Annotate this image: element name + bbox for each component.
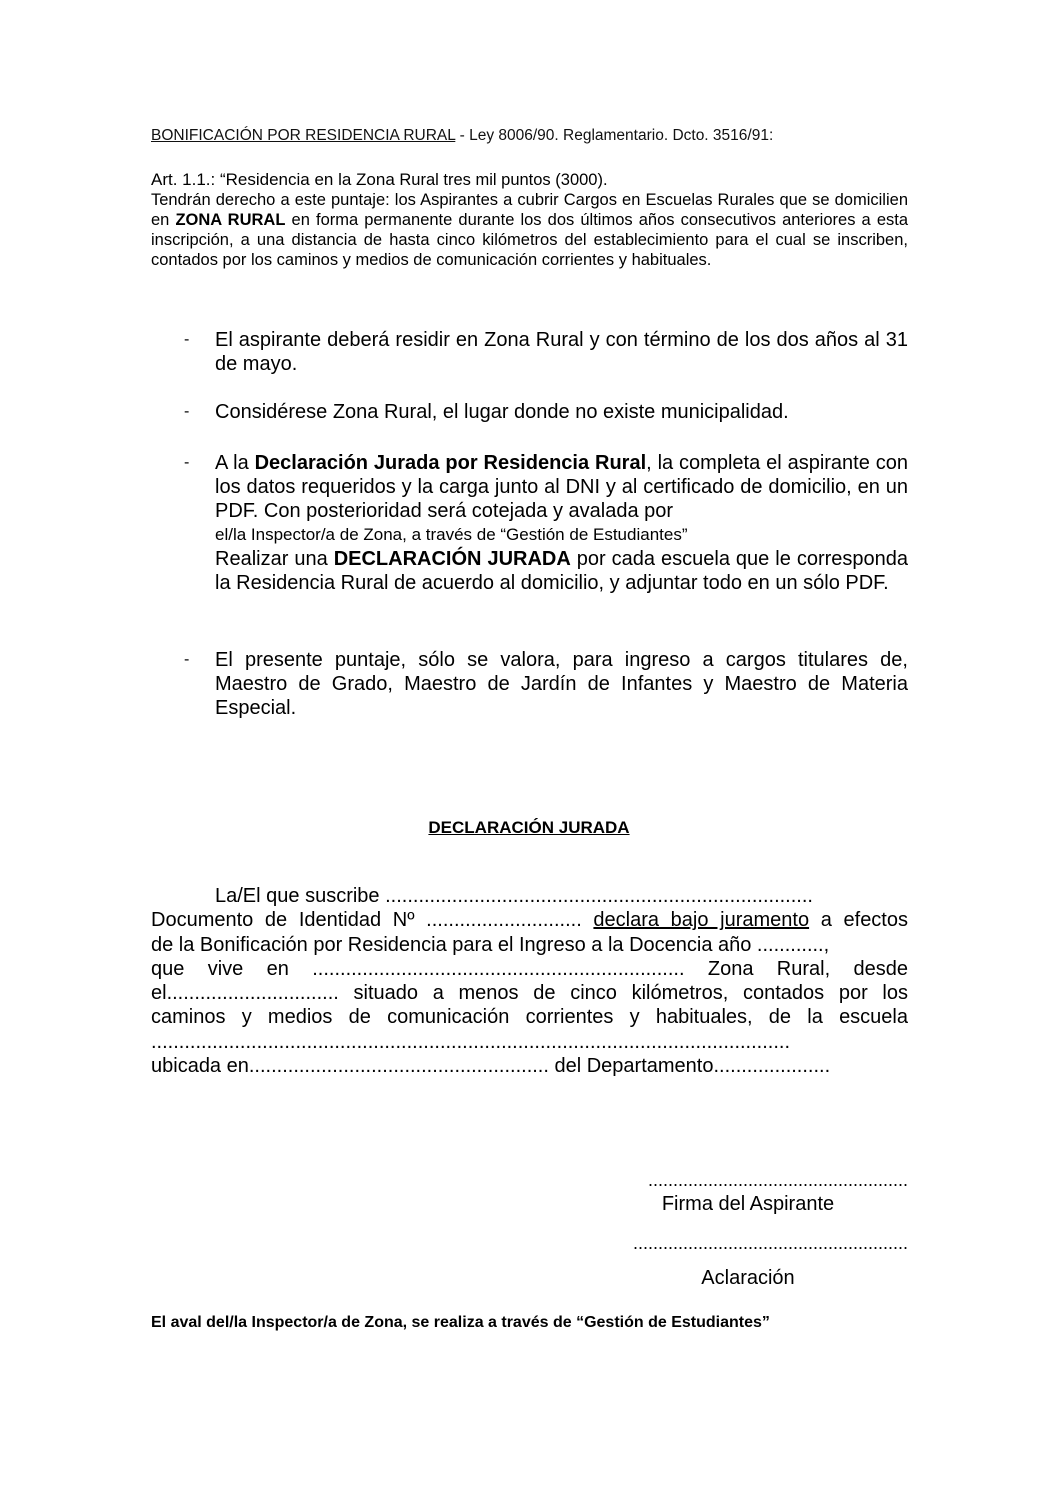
bullet-text-bold: DECLARACIÓN JURADA (333, 548, 571, 570)
declaration-line: caminos y medios de comunicación corrientes y habituales, de la escuela (151, 1006, 908, 1029)
declaration-oath: declara bajo juramento (593, 909, 810, 932)
declaration-line: ubicada en...................................................... del Departamento..................... (151, 1055, 831, 1078)
article-title-part1: Art. 1.1.: “Residencia en la Zona (151, 170, 395, 189)
article-body-part2: en forma permanente durante los dos últimos años consecutivos anteriores a esta inscripción, a una distancia de hasta cinco kilómetros del establecimiento para el cual se inscriben, contados por los caminos y medios de comunicación corrientes y habituales. (151, 211, 909, 269)
clarification-label: Aclaración (701, 1267, 795, 1289)
article-title-part2: Rural tres mil puntos (3000). (394, 171, 608, 189)
bullet-dash: - (184, 651, 190, 668)
declaration-line (151, 908, 908, 932)
bullet-text-part: Realizar una (215, 548, 334, 570)
declaration-title: DECLARACIÓN JURADA (428, 818, 630, 837)
bullet-text-bold: Declaración Jurada por Residencia Rural (254, 452, 647, 474)
bullet-text (215, 451, 908, 595)
footer-note: El aval del/la Inspector/a de Zona, se realiza a través de “Gestión de Estudiantes” (151, 1314, 770, 1331)
bullet-text: Considérese Zona Rural, el lugar donde no existe municipalidad. (215, 401, 789, 423)
bullet-text: El aspirante deberá residir en Zona Rural y con término de los dos años al 31 de mayo. (215, 329, 908, 375)
header-title: BONIFICACIÓN POR RESIDENCIA RURAL (151, 127, 456, 144)
header-law-reference: - Ley 8006/90. Reglamentario. Dcto. 3516/91: (455, 127, 774, 144)
document-header (151, 127, 911, 145)
bullet-dash: - (184, 454, 190, 471)
clarification-line: ....................................................... (632, 1233, 908, 1253)
bullet-text: El presente puntaje, sólo se valora, para ingreso a cargos titulares de, Maestro de Grado, Maestro de Jardín de Infantes y Maestro de Materia Especial. (215, 649, 908, 719)
declaration-line: ................................................................................................................... (151, 1030, 791, 1053)
bullet-text-part: A la (215, 452, 255, 474)
signature-label: Firma del Aspirante (661, 1193, 835, 1215)
declaration-line: La/El que suscribe ............................................................................. (215, 885, 813, 907)
article-body (151, 190, 908, 270)
bullet-text-part: , la completa el aspirante con los datos requeridos y la carga junto al DNI y al certificado de domicilio, en un PDF. Con posterioridad será cotejada y avalada por (215, 452, 908, 522)
article-body-bold: ZONA RURAL (175, 211, 286, 229)
article-body-part1: Tendrán derecho a este puntaje: los Aspirantes a cubrir Cargos en Escuelas Rurales que se domicilien en (151, 191, 908, 229)
declaration-line: el............................... situado a menos de cinco kilómetros, contados por los (151, 982, 908, 1005)
signature-line: .................................................... (647, 1170, 908, 1190)
declaration-line: de la Bonificación por Residencia para el Ingreso a la Docencia año ............, (151, 933, 830, 956)
declaration-text: a efectos (809, 909, 908, 932)
declaration-line: que vive en ................................................................... Zona Rural, desde (151, 957, 908, 980)
declaration-body (151, 884, 908, 1078)
bullet-text-line: el/la Inspector/a de Zona, a través de “Gestión de Estudiantes” (215, 525, 688, 544)
bullet-dash: - (184, 331, 190, 348)
bullet-dash: - (184, 403, 190, 420)
bullet-text-part: por cada escuela que le corresponda la Residencia Rural de acuerdo al domicilio, y adjuntar todo en un sólo PDF. (215, 548, 909, 594)
article-section (151, 170, 908, 270)
article-title (151, 170, 908, 190)
declaration-text: Documento de Identidad Nº ............................ (151, 909, 594, 932)
